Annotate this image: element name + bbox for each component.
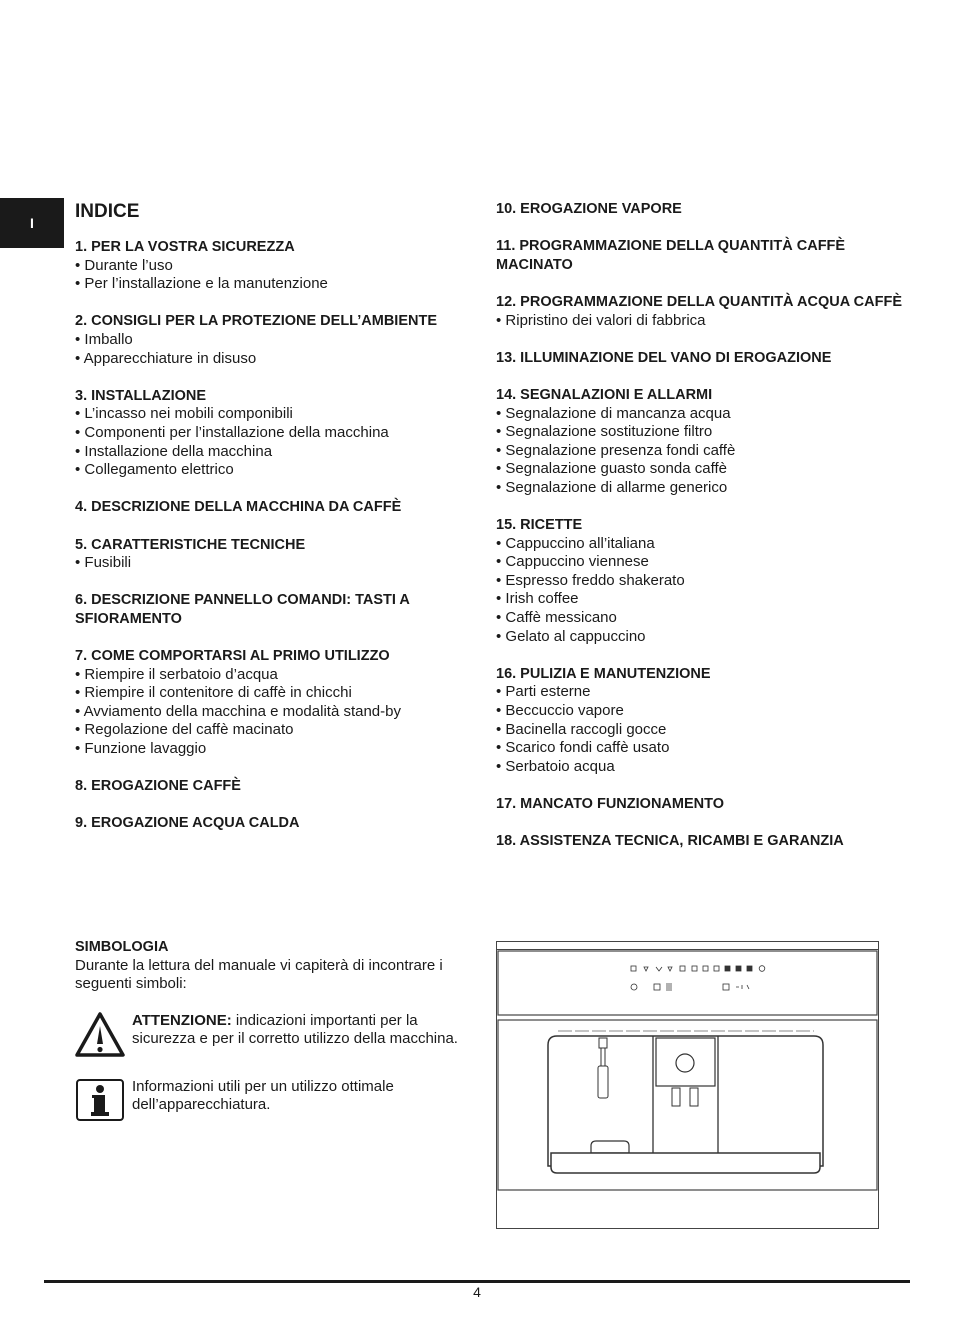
toc-section-title: 3. INSTALLAZIONE [75,387,207,404]
toc-left-column [75,200,475,852]
toc-subitem: • Segnalazione sostituzione filtro [496,423,906,442]
toc-section-title: 5. CARATTERISTICHE TECNICHE [75,536,306,553]
simbologia-title: SIMBOLOGIA [75,939,169,955]
toc-section [496,832,906,851]
toc-subitem: • Riempire il contenitore di caffè in chicchi [75,684,475,703]
toc-section-title: 18. ASSISTENZA TECNICA, RICAMBI E GARANZIA [496,833,844,850]
toc-section-title: 10. EROGAZIONE VAPORE [496,201,682,217]
toc-subitem: • Serbatoio acqua [496,758,906,777]
footer-divider [44,1280,910,1283]
warning-triangle-icon [75,1012,125,1058]
toc-subitem: • Componenti per l’installazione della macchina [75,424,475,443]
toc-subitem: • Avviamento della macchina e modalità stand-by [75,703,475,722]
toc-section [75,312,475,368]
toc-subitem: • Imballo [75,331,475,350]
toc-section [496,293,906,330]
warning-label: ATTENZIONE: [132,1011,232,1029]
toc-subitem: • Cappuccino all’italiana [496,535,906,554]
toc-subitem: • Per l’installazione e la manutenzione [75,275,475,294]
simbologia-intro: Durante la lettura del manuale vi capiterà di incontrare i seguenti simboli: [75,956,443,993]
toc-section-title: 16. PULIZIA E MANUTENZIONE [496,665,711,682]
toc-right-column [496,200,906,869]
toc-subitem: • L’incasso nei mobili componibili [75,405,475,424]
toc-subitem: • Bacinella raccogli gocce [496,721,906,740]
toc-section [75,498,475,517]
toc-subitem: • Installazione della macchina [75,443,475,462]
toc-section-title: 8. EROGAZIONE CAFFÈ [75,778,241,795]
toc-subitem: • Collegamento elettrico [75,461,475,480]
toc-subitem: • Apparecchiature in disuso [75,350,475,369]
toc-subitem: • Segnalazione presenza fondi caffè [496,442,906,461]
toc-subitem: • Irish coffee [496,590,906,609]
toc-subitem: • Scarico fondi caffè usato [496,739,906,758]
toc-section [75,536,475,573]
toc-section-title: 15. RICETTE [496,517,583,534]
toc-section-title: 1. PER LA VOSTRA SICUREZZA [75,239,295,255]
toc-section-title: 4. DESCRIZIONE DELLA MACCHINA DA CAFFÈ [75,499,402,516]
info-description: Informazioni utili per un utilizzo ottimale dell’apparecchiatura. [132,1077,394,1114]
info-icon [75,1078,125,1122]
toc-subitem: • Segnalazione guasto sonda caffè [496,460,906,479]
toc-subitem: • Caffè messicano [496,609,906,628]
warning-text: indicazioni importanti per la sicurezza e per il corretto utilizzo della macchina. [132,1011,458,1048]
simbologia-section [75,938,465,1126]
toc-subitem: • Parti esterne [496,683,906,702]
toc-section [496,349,906,368]
toc-section [496,200,906,219]
toc-subitem: • Espresso freddo shakerato [496,572,906,591]
toc-subitem: • Funzione lavaggio [75,740,475,759]
toc-subitem: • Durante l’uso [75,257,475,276]
toc-section [75,387,475,480]
toc-section [75,777,475,796]
toc-left-sections [75,238,475,833]
toc-section [496,665,906,777]
toc-section [496,795,906,814]
toc-section [496,237,906,274]
toc-subitem: • Fusibili [75,554,475,573]
toc-section-title: 6. DESCRIZIONE PANNELLO COMANDI: TASTI A SFIORAMENTO [75,592,410,627]
toc-section-title: 7. COME COMPORTARSI AL PRIMO UTILIZZO [75,648,390,665]
toc-section-title: 17. MANCATO FUNZIONAMENTO [496,796,724,812]
warning-symbol-row [75,1012,465,1060]
toc-subitem: • Segnalazione di mancanza acqua [496,405,906,424]
toc-section-title: 13. ILLUMINAZIONE DEL VANO DI EROGAZIONE [496,349,832,366]
page-title: INDICE [75,201,140,222]
toc-section-title: 2. CONSIGLI PER LA PROTEZIONE DELL’AMBIENTE [75,313,437,330]
toc-subitem: • Beccuccio vapore [496,702,906,721]
toc-subitem: • Cappuccino viennese [496,553,906,572]
coffee-machine-illustration [496,941,879,1229]
language-tab: I [0,198,64,248]
toc-section [496,516,906,646]
page-number: 4 [473,1284,481,1300]
toc-section-title: 12. PROGRAMMAZIONE DELLA QUANTITÀ ACQUA CAFFÈ [496,293,902,310]
warning-description [132,1012,465,1049]
toc-section [75,591,475,628]
toc-subitem: • Gelato al cappuccino [496,628,906,647]
toc-section [75,647,475,759]
toc-subitem: • Regolazione del caffè macinato [75,721,475,740]
toc-section [75,238,475,294]
toc-section [75,814,475,833]
toc-subitem: • Segnalazione di allarme generico [496,479,906,498]
toc-right-sections [496,200,906,851]
info-symbol-row [75,1078,465,1126]
toc-subitem: • Ripristino dei valori di fabbrica [496,312,906,331]
toc-subitem: • Riempire il serbatoio d’acqua [75,666,475,685]
toc-section-title: 9. EROGAZIONE ACQUA CALDA [75,815,300,832]
toc-section [496,386,906,498]
toc-section-title: 14. SEGNALAZIONI E ALLARMI [496,386,713,403]
toc-section-title: 11. PROGRAMMAZIONE DELLA QUANTITÀ CAFFÈ MACINATO [496,238,846,273]
